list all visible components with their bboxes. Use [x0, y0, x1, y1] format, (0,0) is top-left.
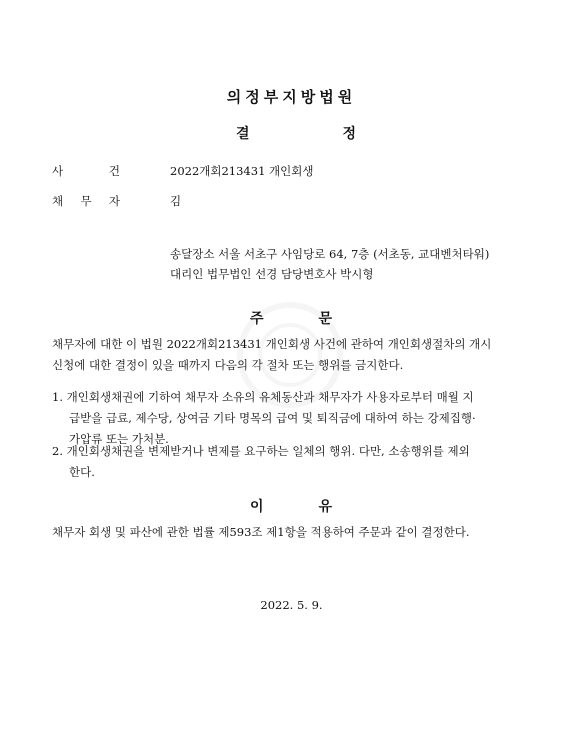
case-label [52, 163, 120, 179]
doc-type-char-2: 정 [342, 126, 356, 142]
attorney-info: 대리인 법무법인 선경 담당변호사 박시형 [170, 267, 374, 281]
reason-text: 채무자 회생 및 파산에 관한 법률 제593조 제1항을 적용하여 주문과 같이 결정한다. [52, 525, 470, 539]
court-name: 의정부지방법원 [226, 88, 357, 106]
order-title-char-1: 주 [250, 311, 264, 327]
case-label-char-1: 사 [52, 164, 64, 178]
order-item-1-line-3: 가압류 또는 가처분. [69, 432, 169, 446]
doc-type-char-1: 결 [236, 126, 250, 142]
order-item-1-line-2: 급받을 급료, 제수당, 상여금 기타 명목의 급여 및 퇴직금에 대하여 하는 강제집행· [69, 411, 476, 425]
order-intro-line-1: 채무자에 대한 이 법원 2022개회213431 개인회생 사건에 관하여 개인회생절차의 개시 [52, 337, 492, 351]
reason-title [250, 496, 332, 516]
reason-title-char-1: 이 [250, 499, 264, 515]
document-type-title [236, 123, 356, 143]
order-item-2-line-2: 한다. [69, 465, 95, 479]
debtor-label-char-3: 자 [108, 194, 120, 208]
debtor-label-char-1: 채 [52, 194, 64, 208]
order-item-2-line-1: 2. 개인회생채권을 변제받거나 변제를 요구하는 일체의 행위. 다만, 소송행위를 제외 [52, 444, 470, 458]
order-intro [52, 334, 491, 376]
debtor-label-char-2: 무 [80, 194, 92, 208]
order-title-char-2: 문 [318, 311, 332, 327]
debtor-name: 김 [170, 194, 182, 208]
case-label-char-2: 건 [108, 164, 120, 178]
case-number: 2022개회213431 개인회생 [170, 164, 314, 178]
debtor-label [52, 193, 120, 209]
order-item-2 [52, 441, 470, 483]
order-item-1-line-1: 1. 개인회생채권에 기하여 채무자 소유의 유체동산과 채무자가 사용자로부터 매월 지 [52, 390, 474, 404]
order-title [250, 308, 332, 328]
decision-date: 2022. 5. 9. [260, 598, 323, 612]
service-address: 송달장소 서울 서초구 사임당로 64, 7층 (서초동, 교대벤처타워) [170, 247, 490, 261]
reason-title-char-2: 유 [318, 499, 332, 515]
order-intro-line-2: 신청에 대한 결정이 있을 때까지 다음의 각 절차 또는 행위를 금지한다. [52, 358, 404, 372]
